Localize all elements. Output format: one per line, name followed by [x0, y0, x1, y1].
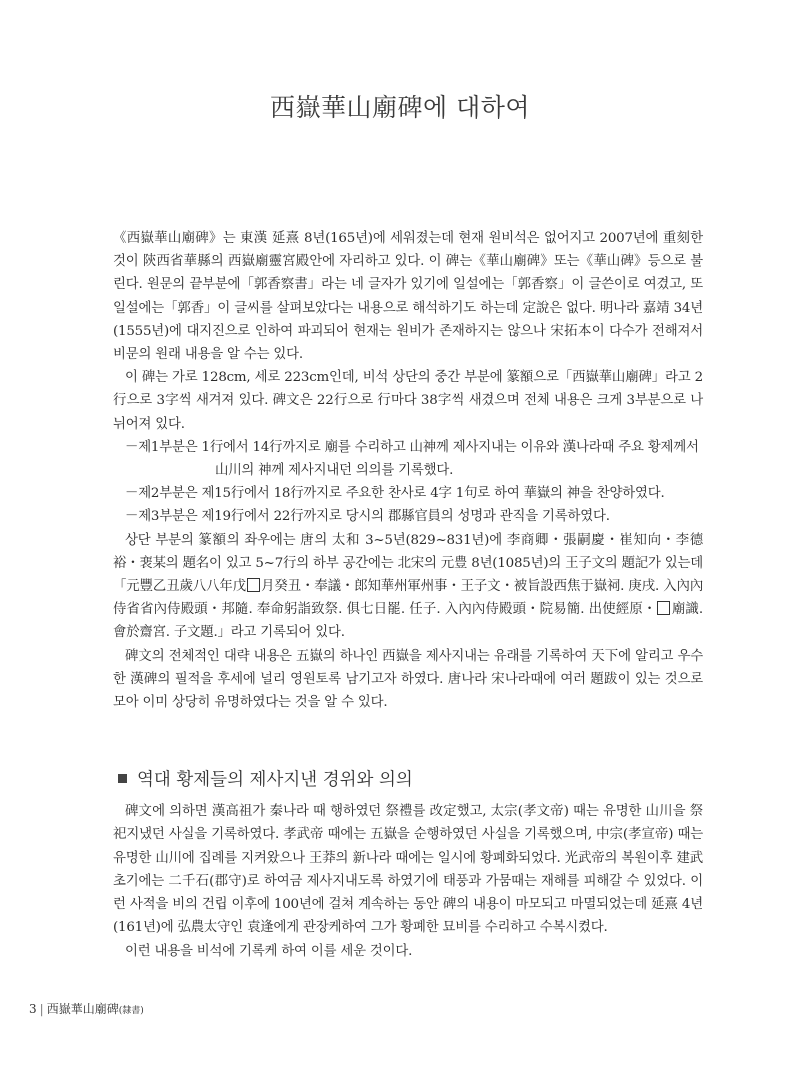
page-title: 西嶽華山廟碑에 대하여	[269, 93, 531, 122]
list-item-part-2: －제2부분은 제15行에서 18行까지로 주요한 찬사로 4字 1句로 하여 華嶽의 神을 찬양하였다.	[125, 486, 665, 502]
section-heading-text: 역대 황제들의 제사지낸 경위와 의의	[137, 770, 413, 790]
paragraph-5: 碑文에 의하면 漢高祖가 秦나라 때 행하였던 祭禮를 改定했고, 太宗(孝文帝) 때는 유명한 山川을 祭祀지냈던 사실을 기록하였다. 孝武帝 때에는 五嶽을 순행하였던 사실을 기록했으며, 中宗(孝宣帝) 때는 유명한 山川에 집례를 지켜왔으나 王莽의 新나라 때에는 일시에 황폐화되었다. 光武帝의 복원이후 建武 초기에는 二千石(郡守)로 하여금 제사지내도록 하였기에 태풍과 가뭄때는 재해를 피해갈 수 있었다. 이런 사적을 비의 건립 이후에 100년에 걸쳐 계속하는 동안 碑의 내용이 마모되고 마멸되었는데 延熹 4년(161년)에 弘農太守인 袁逢에게 관장케하여 그가 황폐한 묘비를 수리하고 수복시켰다.	[113, 804, 703, 936]
paragraph-3-part-c: 廟識. 會於齋宮. 子文題.」라고 기록되어 있다.	[113, 602, 703, 641]
list-item-part-1-continuation: 山川의 神께 제사지내던 의의를 기록했다.	[215, 463, 454, 479]
paragraph-3	[113, 529, 703, 645]
section-heading	[118, 766, 413, 791]
paragraph-3-part-b: 月癸丑・奉議・郎知華州軍州事・王子文・被旨設西焦于嶽祠. 庚戌. 入內內侍省省內侍殿頭・邦隨. 奉命躬詣致祭. 俱七日罷. 任子. 入內內侍殿頭・院易簡. 出使經原・	[113, 579, 704, 618]
paragraph-6: 이런 내용을 비석에 기록케 하여 이를 세운 것이다.	[125, 943, 413, 959]
history-section	[113, 800, 703, 963]
list-item-part-1-text: －제1부분은 1行에서 14行까지로 廟를 수리하고 山神께 제사지내는 이유와 漢나라때 주요 황제께서	[125, 439, 699, 455]
paragraph-4: 碑文의 전체적인 대략 내용은 五嶽의 하나인 西嶽을 제사지내는 유래를 기록하여 天下에 알리고 우수한 漢碑의 필적을 후세에 널리 영원토록 남기고자 하였다. 唐나라 宋나라때에 여러 題跋이 있는 것으로 모아 이미 상당히 유명하였다는 것을 알 수 있다.	[113, 648, 703, 711]
page-number: 3	[29, 1002, 37, 1016]
footer-book-subtitle: (隸書)	[118, 1006, 144, 1016]
footer-separator: |	[39, 1002, 44, 1016]
missing-character-box	[247, 578, 260, 592]
footer-book-title: 西嶽華山廟碑	[46, 1002, 119, 1016]
paragraph-3-part-a: 상단 부분의 篆額의 좌우에는 唐의 太和 3~5년(829~831년)에 李商卿・張嗣慶・崔知向・李德裕・裵某의 題名이 있고 5~7行의 하부 공간에는 北宋의 元豊 8년(1085년)의 王子文의 題記가 있는데「元豐乙丑歲八八年戊	[113, 532, 703, 595]
paragraph-2: 이 碑는 가로 128cm, 세로 223cm인데, 비석 상단의 중간 부분에 篆額으로「西嶽華山廟碑」라고 2行으로 3字씩 새겨져 있다. 碑文은 22行으로 行마다 38字씩 새겼으며 전체 내용은 크게 3부분으로 나뉘어져 있다.	[113, 370, 703, 432]
missing-character-box	[657, 601, 670, 615]
page-footer	[29, 1000, 144, 1017]
intro-section	[113, 227, 703, 714]
list-item-part-3: －제3부분은 제19行에서 22行까지로 당시의 郡縣官員의 성명과 관직을 기록하였다.	[125, 509, 610, 525]
square-bullet-icon	[118, 774, 127, 783]
list-item-part-1	[113, 436, 703, 482]
paragraph-1: 《西嶽華山廟碑》는 東漢 延熹 8년(165년)에 세워졌는데 현재 원비석은 없어지고 2007년에 重刻한 것이 陝西省華縣의 西嶽廟靈宮殿안에 자리하고 있다. 이 碑는《華山廟碑》또는《華山碑》등으로 불린다. 원문의 끝부분에「郭香察書」라는 네 글자가 있기에 일설에는「郭香察」이 글쓴이로 여겼고, 또 일설에는「郭香」이 글씨를 살펴보았다는 내용으로 해석하기도 하는데 定說은 없다. 明나라 嘉靖 34년(1555년)에 대지진으로 인하여 파괴되어 현재는 원비가 존재하지는 않으나 宋拓本이 다수가 전해져서 비문의 원래 내용을 알 수는 있다.	[113, 231, 703, 363]
